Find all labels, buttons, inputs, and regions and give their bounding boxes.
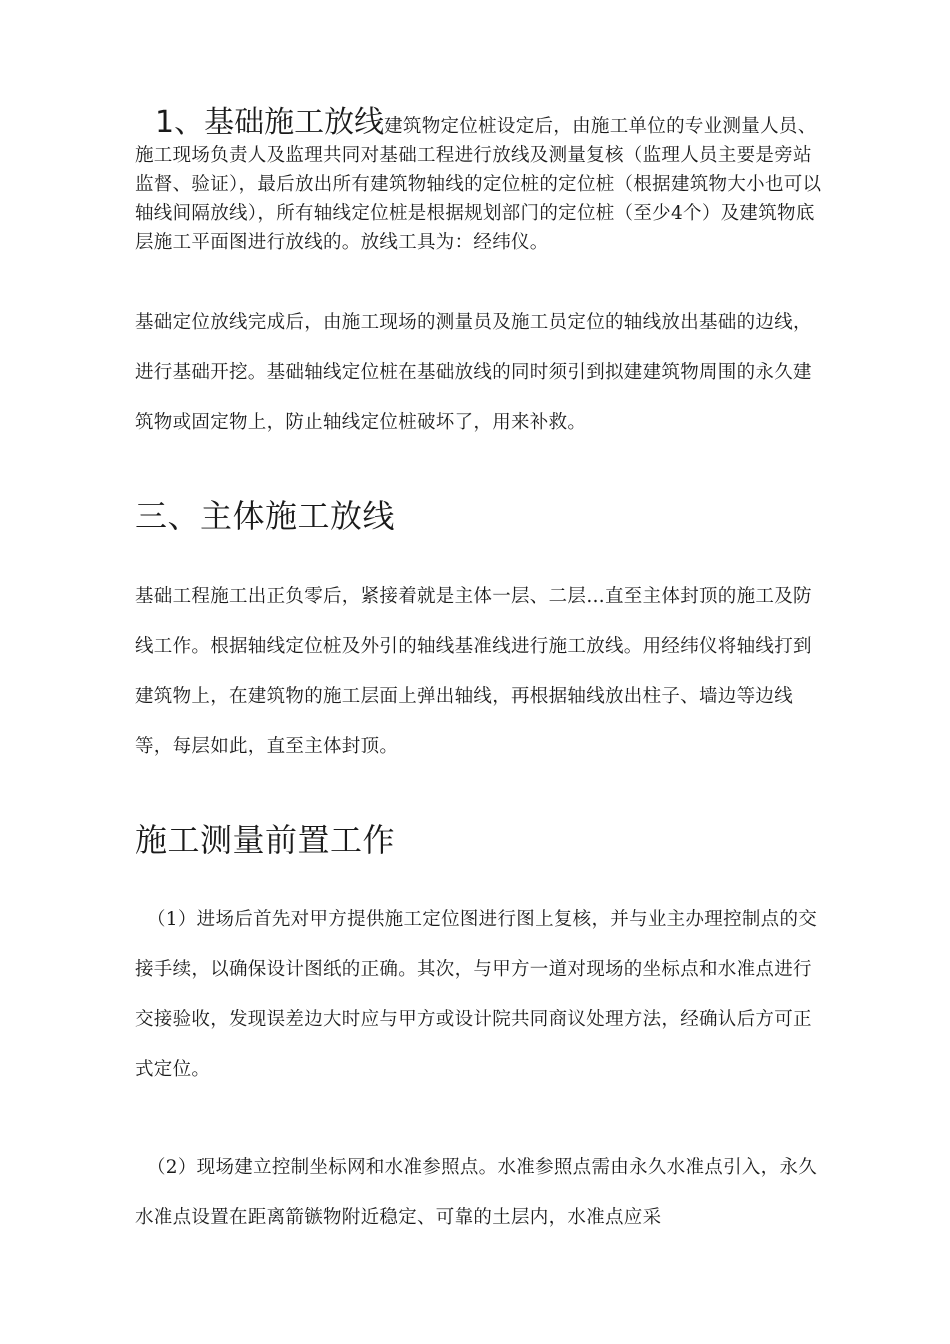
- paragraph-foundation-edge: 基础定位放线完成后，由施工现场的测量员及施工员定位的轴线放出基础的边线，进行基础开挖。基础轴线定位桩在基础放线的同时须引到拟建建筑物周围的永久建筑物或固定物上，防止轴线定位桩破坏了，用来补救。: [135, 312, 812, 433]
- intro-paragraph: [135, 105, 825, 257]
- list-item-1: （1）进场后首先对甲方提供施工定位图进行图上复核，并与业主办理控制点的交接手续，以确保设计图纸的正确。其次，与甲方一道对现场的坐标点和水准点进行交接验收，发现误差边大时应与甲方或设计院共同商议处理方法，经确认后方可正式定位。: [135, 909, 818, 1080]
- heading-main-structure: 三、主体施工放线: [135, 497, 396, 535]
- list-item-2: （2）现场建立控制坐标网和水准参照点。水准参照点需由永久水准点引入，永久水准点设置在距离箭镞物附近稳定、可靠的土层内，水准点应采: [135, 1157, 818, 1228]
- heading-survey-prep: 施工测量前置工作: [135, 821, 396, 859]
- intro-text: 建筑物定位桩设定后，由施工单位的专业测量人员、施工现场负责人及监理共同对基础工程进行放线及测量复核（监理人员主要是旁站监督、验证），最后放出所有建筑物轴线的定位桩的定位桩（根据建筑物大小也可以轴线间隔放线），所有轴线定位桩是根据规划部门的定位桩（至少4个）及建筑物底层施工平面图进行放线的。放线工具为：经纬仪。: [135, 116, 822, 253]
- paragraph-main-structure: 基础工程施工出正负零后，紧接着就是主体一层、二层…直至主体封顶的施工及防线工作。根据轴线定位桩及外引的轴线基准线进行施工放线。用经纬仪将轴线打到建筑物上，在建筑物的施工层面上弹出轴线，再根据轴线放出柱子、墙边等边线等，每层如此，直至主体封顶。: [135, 586, 812, 757]
- section-lead-heading: 1、基础施工放线: [155, 105, 385, 140]
